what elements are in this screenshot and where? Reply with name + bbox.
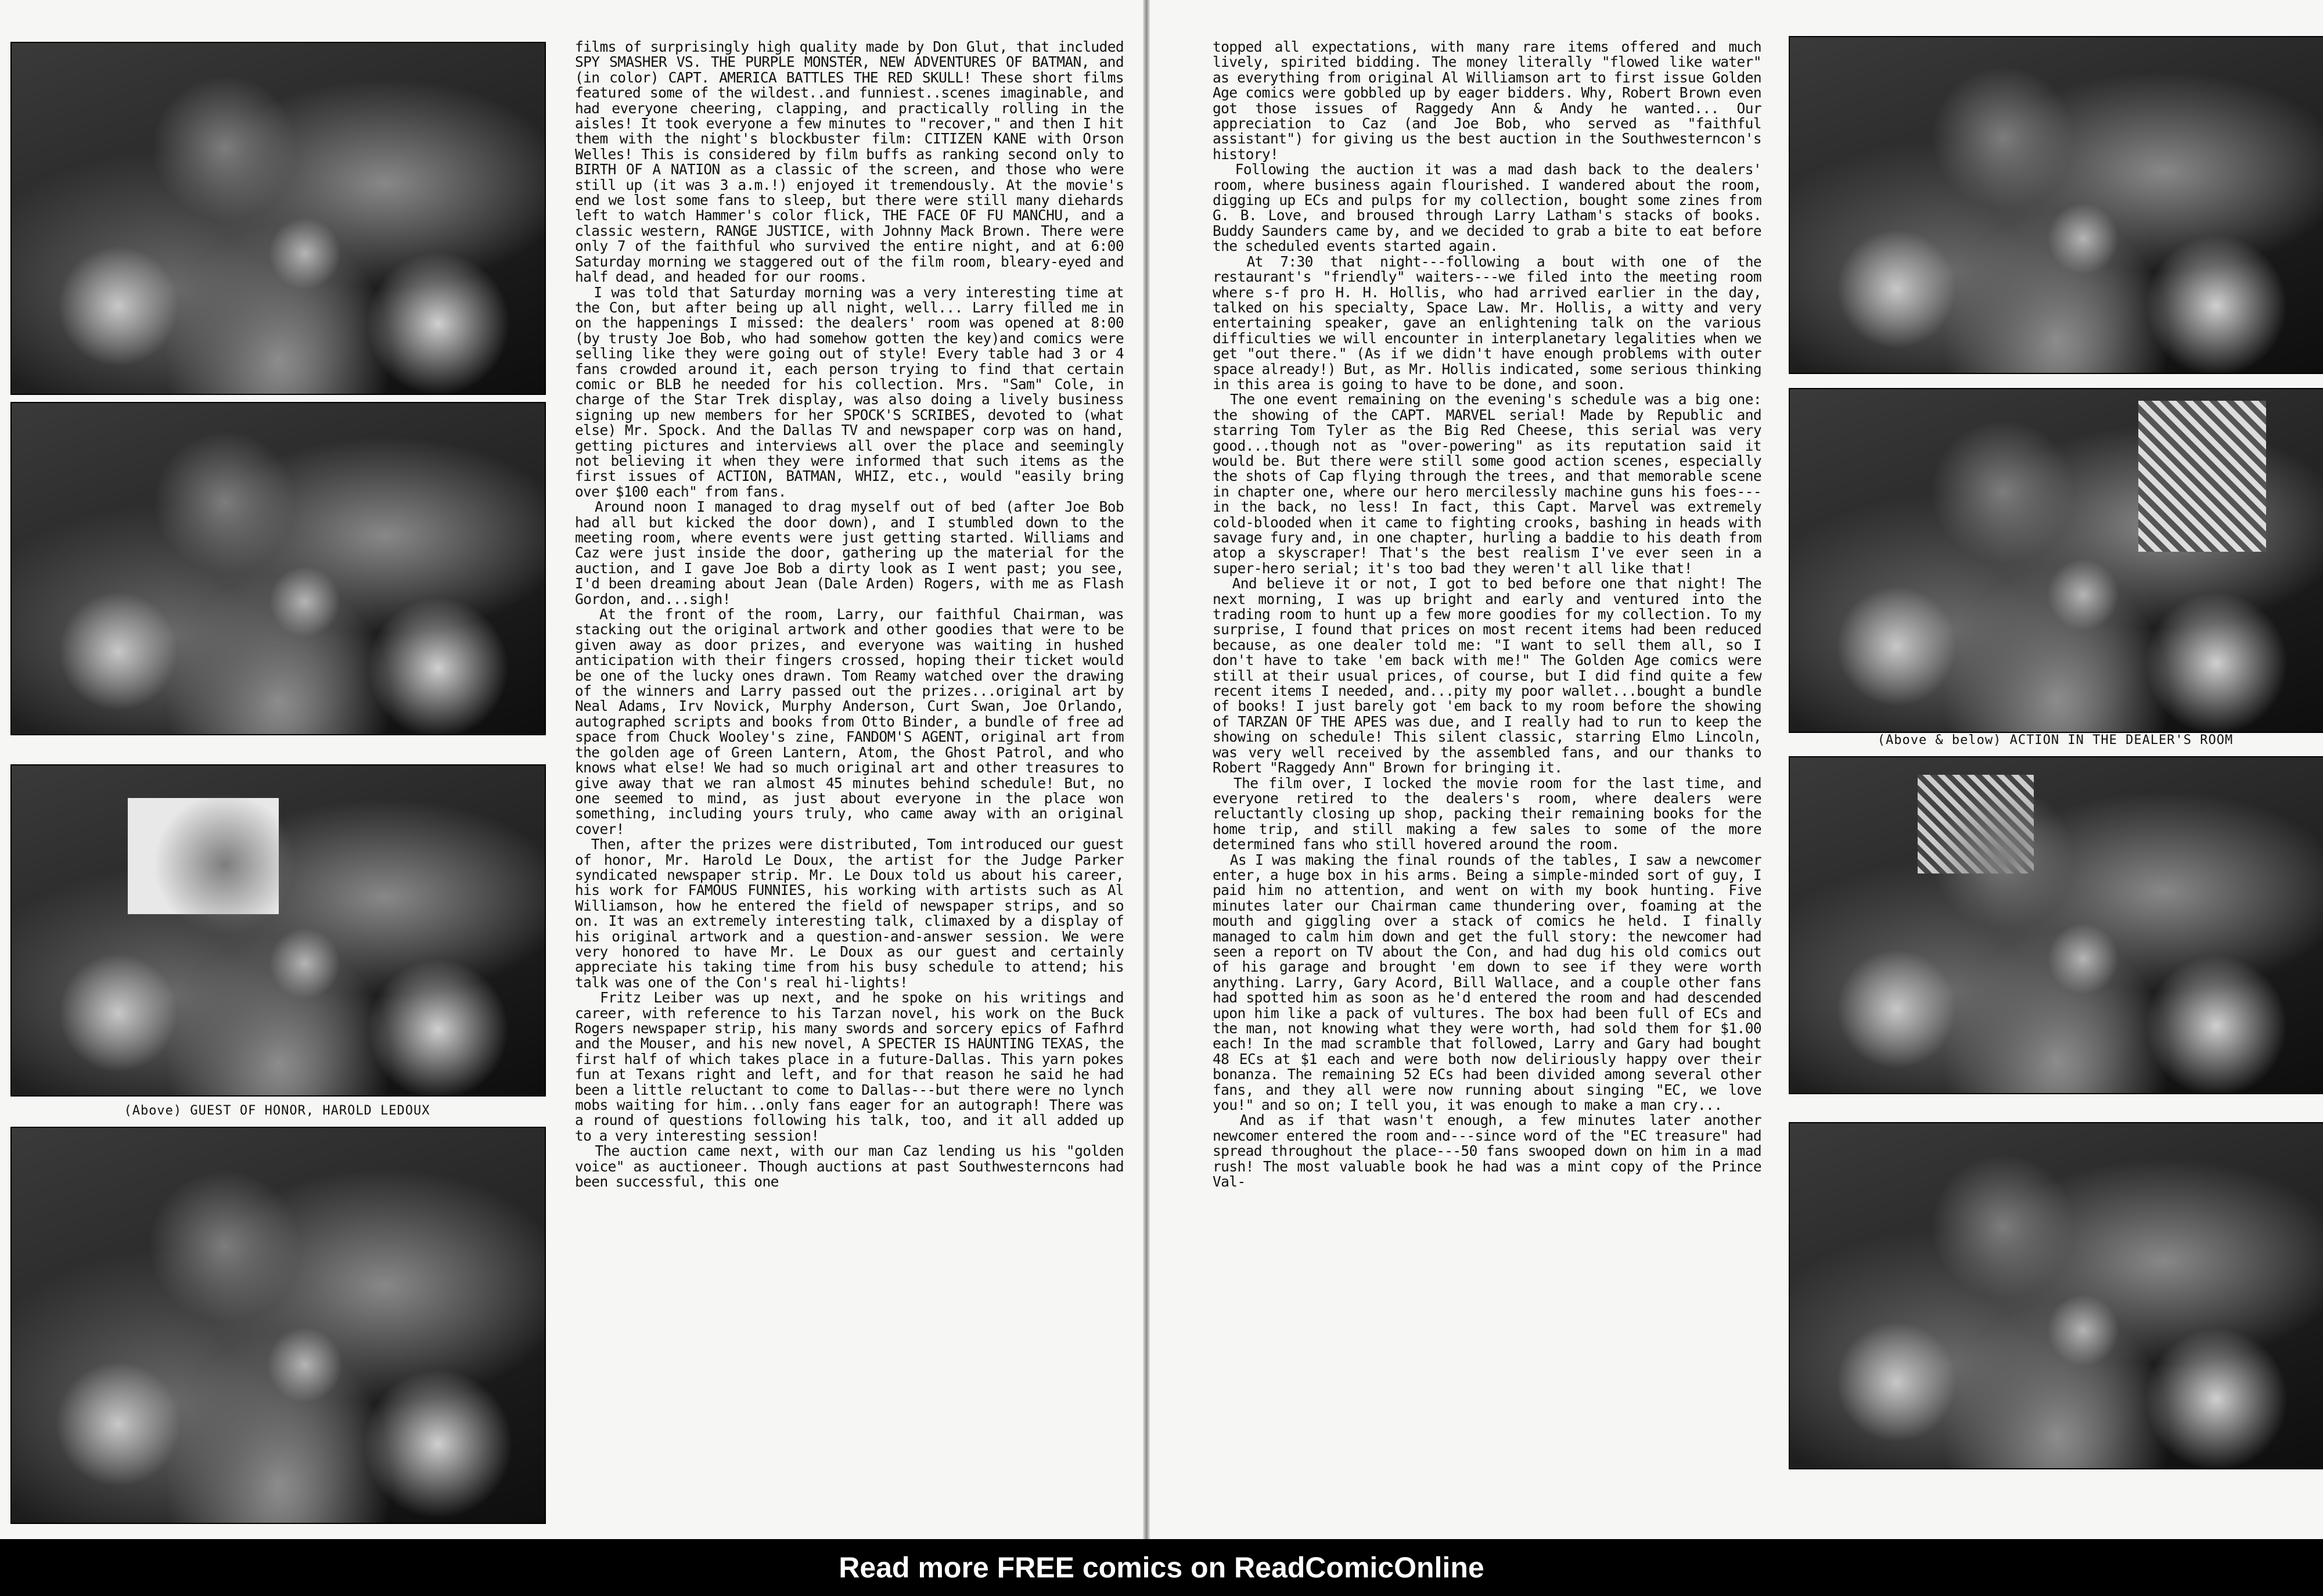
photo-dealers-room-browsing (1789, 756, 2323, 1094)
photo-crowd-front-row (10, 1127, 546, 1524)
promo-banner-text[interactable]: Read more FREE comics on ReadComicOnline (839, 1551, 1484, 1584)
promo-banner[interactable] (0, 1539, 2323, 1596)
photo-dealers-room-crowd (1789, 1122, 2323, 1469)
page-gutter (1143, 0, 1150, 1539)
photo-guest-of-honor (10, 764, 546, 1097)
caption-guest-of-honor: (Above) GUEST OF HONOR, HAROLD LEDOUX (124, 1103, 430, 1118)
article-column-left: films of surprisingly high quality made by Don Glut, that included SPY SMASHER VS. THE PURPLE MONSTER, NEW ADVENTURES OF BATMAN, and (in color) CAPT. AMERICA BATTLES THE RED SKULL! These short films featured some of the wildest..and funniest..scenes imaginable, and had everyone cheering, clapping, and practically rolling in the aisles! It took everyone a few minutes to "recover," and then I hit them with the night's blockbuster film: CITIZEN KANE with Orson Welles! This is considered by film buffs as ranking second only to BIRTH OF A NATION as a classic of the screen, and those who were still up (it was 3 a.m.!) enjoyed it tremendously. At the movie's end we lost some fans to sleep, but there were still many diehards left to watch Hammer's color flick, THE FACE OF FU MANCHU, and a classic western, RANGE JUSTICE, with Johnny Mack Brown. There were only 7 of the faithful who survived the entire night, and at 6:00 Saturday morning we staggered out of the film room, bleary-eyed and half dead, and headed for our rooms. I was told that Saturday morning was a very interesting time at the Con, but after being up all night, well... Larry filled me in on the happenings I missed: the dealers' room was opened at 8:00 (by trusty Joe Bob, who had somehow gotten the key)and comics were selling like they were going out of style! Every table had 3 or 4 fans crowded around it, each person trying to find that certain comic or BLB he needed for his collection. Mrs. "Sam" Cole, in charge of the Star Trek display, was also doing a lively business signing up new members for her SPOCK'S SCRIBES, devoted to (what else) Mr. Spock. And the Dallas TV and newspaper corp was on hand, getting pictures and interviews all over the place and seemingly not believing it when they were informed that such items as the first issues of ACTION, BATMAN, WHIZ, etc., would "easily bring over $100 each" from fans. Around noon I managed to drag myself out of bed (after Joe Bob had all but kicked the door down), and I stumbled down to the meeting room, where events were just getting started. Williams and Caz were just inside the door, gathering up the material for the auction, and I gave Joe Bob a dirty look as I went past; you see, I'd been dreaming about Jean (Dale Arden) Rogers, with me as Flash Gordon, and...sigh! At the front of the room, Larry, our faithful Chairman, was stacking out the original artwork and other goodies that were to be given away as door prizes, and everyone was waiting in hushed anticipation with their fingers crossed, hoping their ticket would be one of the lucky ones drawn. Tom Reamy watched over the drawing of the winners and Larry passed out the prizes...original art by Neal Adams, Irv Novick, Murphy Anderson, Curt Swan, Joe Orlando, autographed scripts and books from Otto Binder, a bundle of free ad space from Chuck Wooley's zine, FANDOM'S AGENT, original art from the golden age of Green Lantern, Atom, the Ghost Patrol, and who knows what else! We had so much original art and other treasures to give away that we ran almost 45 minutes behind schedule! But, no one seemed to mind, as just about everyone in the place won something, including yours truly, who came away with an original cover! Then, after the prizes were distributed, Tom introduced our guest of honor, Mr. Harold Le Doux, the artist for the Judge Parker syndicated newspaper strip. Mr. Le Doux told us about his career, his work for FAMOUS FUNNIES, his working with artists such as Al Williamson, how he entered the field of newspaper strips, and so on. It was an extremely interesting talk, climaxed by a display of his original artwork and a question-and-answer session. We were very honored to have Mr. Le Doux as our guest and certainly appreciate his taking time from his busy schedule to attend; his talk was one of the Con's real hi-lights! Fritz Leiber was up next, and he spoke on his writings and career, with reference to his Tarzan novel, his work on the Buck Rogers newspaper strip, his many swords and sorcery epics of Fafhrd and the Mouser, and his new novel, A SPECTER IS HAUNTING TEXAS, the first half of which takes place in a future-Dallas. This yarn pokes fun at Texans right and left, and for that reason he said he had been a little reluctant to come to Dallas---but there were no lynch mobs waiting for him...only fans eager for an autograph! There was a round of questions following his talk, too, and it all added up to a very interesting session! The auction came next, with our man Caz lending us his "golden voice" as auctioneer. Though auctions at past Southwesterncons had been successful, this one (575, 38, 1124, 1191)
photo-audience-young-man (10, 42, 546, 395)
photo-audience-seated (10, 402, 546, 735)
caption-dealers-room: (Above & below) ACTION IN THE DEALER'S ROOM (1877, 733, 2234, 747)
photo-dealers-room-tables (1789, 36, 2323, 374)
article-column-right: topped all expectations, with many rare items offered and much lively, spirited bidding. The money literally "flowed like water" as everything from original Al Williamson art to first issue Golden Age comics were gobbled up by eager bidders. Why, Robert Brown even got those issues of Raggedy Ann & Andy he wanted... Our appreciation to Caz (and Joe Bob, who served as "faithful assistant") for giving us the best auction in the Southwesterncon's history! Following the auction it was a mad dash back to the dealers' room, where business again flourished. I wandered about the room, digging up ECs and pulps for my collection, bought some zines from G. B. Love, and broused through Larry Latham's stacks of books. Buddy Saunders came by, and we decided to grab a bite to eat before the scheduled events started again. At 7:30 that night---following a bout with one of the restaurant's "friendly" waiters---we filed into the meeting room where s-f pro H. H. Hollis, who had arrived earlier in the day, talked on his specialty, Space Law. Mr. Hollis, a witty and very entertaining speaker, gave an enlightening talk on the various difficulties we will encounter in interplanetary legalities when we get "out there." (As if we didn't have enough problems with outer space already!) But, as Mr. Hollis indicated, some serious thinking in this area is going to have to be done, and soon. The one event remaining on the evening's schedule was a big one: the showing of the CAPT. MARVEL serial! Made by Republic and starring Tom Tyler as the Big Red Cheese, this serial was very good...though not as "over-powering" as its reputation said it would be. But there were still some good action scenes, especially the shots of Cap flying through the trees, and that memorable scene in chapter one, where our hero mercilessly machine guns his foes---in the back, no less! In fact, this Capt. Marvel was extremely cold-blooded when it came to fighting crooks, bashing in heads with savage fury and, in one chapter, hurling a baddie to his death from atop a skyscraper! That's the best realism I've ever seen in a super-hero serial; it's too bad they weren't all like that! And believe it or not, I got to bed before one that night! The next morning, I was up bright and early and ventured into the trading room to hunt up a few more goodies for my collection. To my surprise, I found that prices on most recent items had been reduced because, as one dealer told me: "I want to sell them all, so I don't have to take 'em back with me!" The Golden Age comics were still at their usual prices, of course, but I did find quite a few recent items I needed, and...pity my poor wallet...bought a bundle of books! I just barely got 'em back to my room before the showing of TARZAN OF THE APES was due, and I really had to run to keep the showing on schedule! This silent classic, starring Elmo Lincoln, was very well received by the assembled fans, and our thanks to Robert "Raggedy Ann" Brown for bringing it. The film over, I locked the movie room for the last time, and everyone retired to the dealers's room, where dealers were reluctantly closing up shop, packing their remaining books for the home trip, and still making a few sales to some of the more determined fans who still hovered around the room. As I was making the final rounds of the tables, I saw a newcomer enter, a huge box in his arms. Being a simple-minded sort of guy, I paid him no attention, and went on with my book hunting. Five minutes later our Chairman came thundering over, foaming at the mouth and giggling over a stack of comics he held. I finally managed to calm him down and get the full story: the newcomer had seen a report on TV about the Con, and had dug his old comics out of his garage and brought 'em down to see if they were worth anything. Larry, Gary Acord, Bill Wallace, and a couple other fans had spotted him as soon as he'd entered the room and had descended upon him like a pack of vultures. The box had been full of ECs and the man, not knowing what they were worth, had sold them for $1.00 each! In the mad scramble that followed, Larry and Gary had bought 48 ECs at $1 each and were both now deliriously happy over their bonanza. The remaining 52 ECs had been divided among several other fans, and they all were now running about singing "EC, we love you!" and so on; I tell you, it was enough to make a man cry... And as if that wasn't enough, a few minutes later another newcomer entered the room and---since word of the "EC treasure" had spread throughout the place---50 fans swooped down on him in a mad rush! The most valuable book he had was a mint copy of the Prince Val- (1213, 38, 1761, 1191)
photo-dealers-room-window (1789, 388, 2323, 733)
